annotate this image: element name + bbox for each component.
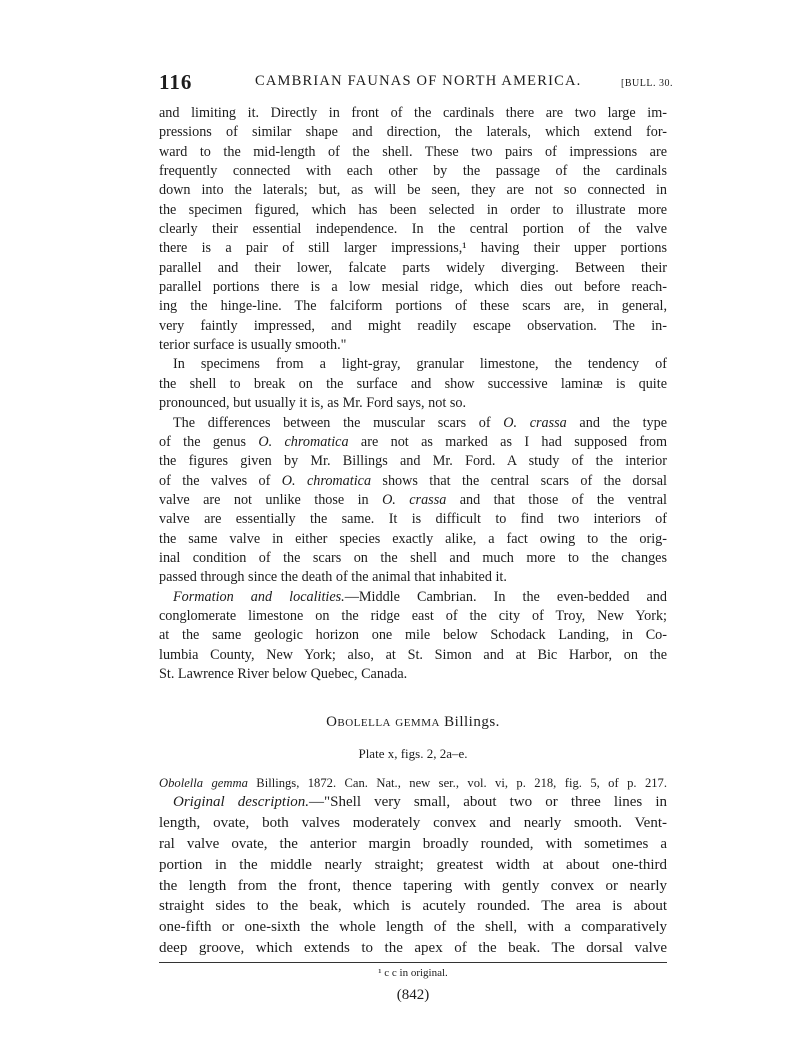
text-line: frequently connected with each other by the passage of the cardinals [159,163,667,180]
text-span: of the genus [159,433,259,450]
text-line: the shell to break on the surface and show successive laminæ is quite [159,375,667,392]
text-line: ward to the mid-length of the shell. These two pairs of impressions are [159,143,667,160]
document-page [159,70,673,1004]
text-line: very faintly impressed, and might readily escape observation. The in- [159,317,667,334]
species-name: O. crassa [382,491,447,508]
page-header [159,70,673,104]
synonymy-citation: Billings, 1872. Can. Nat., new ser., vol. vi, p. 218, fig. 5, of p. 217. [247,776,668,791]
text-line: the length from the front, thence tapering with gently convex or nearly [159,877,667,894]
species-heading [159,714,667,736]
text-line: clearly their essential independence. In the central portion of the valve [159,221,667,238]
section-label: Original description. [173,794,310,811]
text-line: lumbia County, New York; also, at St. Simon and at Bic Harbor, on the [159,646,667,663]
text-line: inal condition of the scars on the shell and much more to the changes [159,549,667,566]
species-name: O. crassa [503,414,567,431]
text-line: pronounced, but usually it is, as Mr. Ford says, not so. [159,395,466,412]
bottom-page-number: (842) [396,986,430,1003]
text-line: St. Lawrence River below Quebec, Canada. [159,665,408,682]
text-line: the figures given by Mr. Billings and Mr. Ford. A study of the interior [159,453,667,470]
synonymy-name: Obolella gemma [159,776,248,791]
text-line: parallel and their lower, falcate parts widely diverging. Between their [159,259,667,276]
text-line: parallel portions there is a low mesial ridge, which dies out before reach- [159,279,667,296]
text-span: are not as marked as I had supposed from [348,433,667,450]
text-line: one-fifth or one-sixth the whole length of the shell, with a comparatively [159,919,667,936]
granular-limestone-paragraph [159,355,667,413]
text-line: ral valve ovate, the anterior margin broadly rounded, with sometimes a [159,835,667,852]
text-span: —Middle Cambrian. In the even-bedded and [344,588,667,605]
text-line [159,588,667,607]
text-line: down into the laterals; but, as will be seen, they are not so connected in [159,182,667,199]
bulletin-reference: [BULL. 30. [621,78,673,89]
text-span: valve are not unlike those in [159,491,383,508]
text-span: shows that the central scars of the dorsal [371,472,667,489]
text-span: and that those of the ventral [446,491,667,508]
text-line [159,472,667,491]
text-span: and the type [566,414,667,431]
text-span: The differences between the muscular scars of [173,414,504,431]
text-line: conglomerate limestone on the ridge east of the city of Troy, New York; [159,607,667,624]
text-line: In specimens from a light-gray, granular limestone, the tendency of [173,356,667,373]
text-line: ing the hinge-line. The falciform portions of these scars are, in general, [159,298,667,315]
text-line [159,792,667,813]
text-line: straight sides to the beak, which is acutely rounded. The area is about [159,898,667,915]
text-line: there is a pair of still larger impressions,¹ having their upper portions [159,240,667,257]
text-line: the specimen figured, which has been selected in order to illustrate more [159,201,667,218]
text-line [159,414,667,433]
text-line: pressions of similar shape and direction, the laterals, which extend for- [159,124,667,141]
text-line: the same valve in either species exactly alike, a fact owing to the orig- [159,530,667,547]
continuation-paragraph [159,104,667,355]
page-number: 116 [159,70,193,94]
synonymy-entry [159,774,667,792]
original-description-paragraph [159,792,667,958]
text-line: portion in the middle nearly straight; greatest width at about one-third [159,856,667,873]
differences-paragraph [159,414,667,588]
species-heading-name: Obolella gemma [326,714,440,731]
text-span: —"Shell very small, about two or three lines in [309,794,668,811]
section-label: Formation and localities. [173,588,345,605]
footnote-rule [159,962,667,963]
text-line: terior surface is usually smooth." [159,337,347,354]
text-line: at the same geologic horizon one mile below Schodack Landing, in Co- [159,627,667,644]
text-line: deep groove, which extends to the apex of the beak. The dorsal valve [159,939,667,956]
text-line [159,491,667,510]
footnote: ¹ c c in original. [378,966,448,979]
text-line [159,433,667,452]
formation-paragraph [159,588,667,685]
species-name: O. chromatica [281,472,372,489]
species-heading-author: Billings. [439,714,500,731]
text-line: length, ovate, both valves moderately convex and nearly smooth. Vent- [159,815,667,832]
text-span: of the valves of [159,472,282,489]
text-line: passed through since the death of the animal that inhabited it. [159,569,507,586]
text-line: valve are essentially the same. It is difficult to find two interiors of [159,511,667,528]
species-name: O. chromatica [258,433,349,450]
running-title: CAMBRIAN FAUNAS OF NORTH AMERICA. [255,73,582,89]
text-line: and limiting it. Directly in front of the cardinals there are two large im- [159,105,667,121]
plate-reference: Plate x, figs. 2, 2a–e. [358,746,468,762]
